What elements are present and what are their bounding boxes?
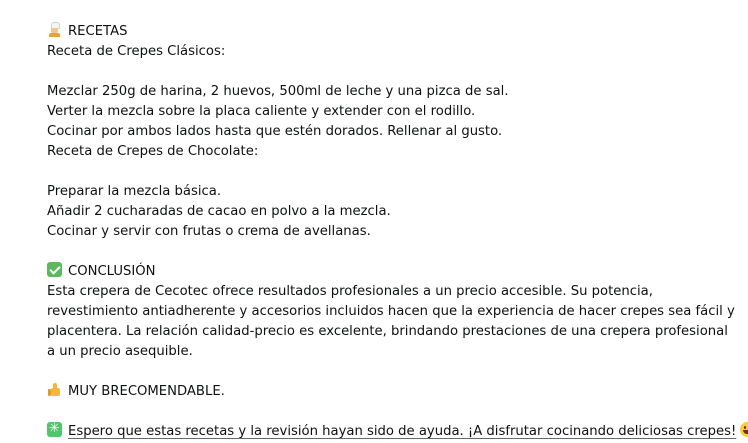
- chocolate-step: Añadir 2 cucharadas de cacao en polvo a la mezcla.: [47, 204, 391, 219]
- recommend-text: MUY BRECOMENDABLE.: [68, 384, 225, 399]
- review-body: [47, 22, 737, 442]
- recetas-heading: [47, 22, 737, 42]
- chef-icon: [47, 22, 62, 37]
- closing-text: Espero que estas recetas y la revisión hayan sido de ayuda. ¡A disfrutar cocinando deliciosas crepes!: [68, 424, 737, 439]
- conclusion-heading-text: CONCLUSIÓN: [68, 264, 156, 279]
- clasicos-step: Verter la mezcla sobre la placa caliente y extender con el rodillo.: [47, 104, 476, 119]
- chocolate-step: Cocinar y servir con frutas o crema de avellanas.: [47, 224, 371, 239]
- clasicos-step: Mezclar 250g de harina, 2 huevos, 500ml de leche y una pizca de sal.: [47, 84, 509, 99]
- recommend-line: [47, 382, 737, 402]
- thumbs-up-icon: [47, 382, 62, 397]
- conclusion-heading: [47, 262, 737, 282]
- sparkle-icon: [47, 422, 62, 437]
- crepes-chocolate-title: Receta de Crepes de Chocolate:: [47, 144, 259, 159]
- clasicos-step: Cocinar por ambos lados hasta que estén dorados. Rellenar al gusto.: [47, 124, 503, 139]
- conclusion-text: Esta crepera de Cecotec ofrece resultados profesionales a un precio accesible. Su potencia, revestimiento antiadherente y accesorios incluidos hacen que la experiencia de hacer crepes sea fácil y placentera. La relación calidad-precio es excelente, brindando prestaciones de una crepera profesional a un precio asequible.: [47, 284, 735, 359]
- recetas-heading-text: RECETAS: [68, 24, 128, 39]
- check-icon: [47, 262, 62, 277]
- grinning-face-icon: [740, 422, 748, 437]
- chocolate-step: Preparar la mezcla básica.: [47, 184, 222, 199]
- crepes-clasicos-title: Receta de Crepes Clásicos:: [47, 44, 226, 59]
- closing-line: [47, 422, 737, 442]
